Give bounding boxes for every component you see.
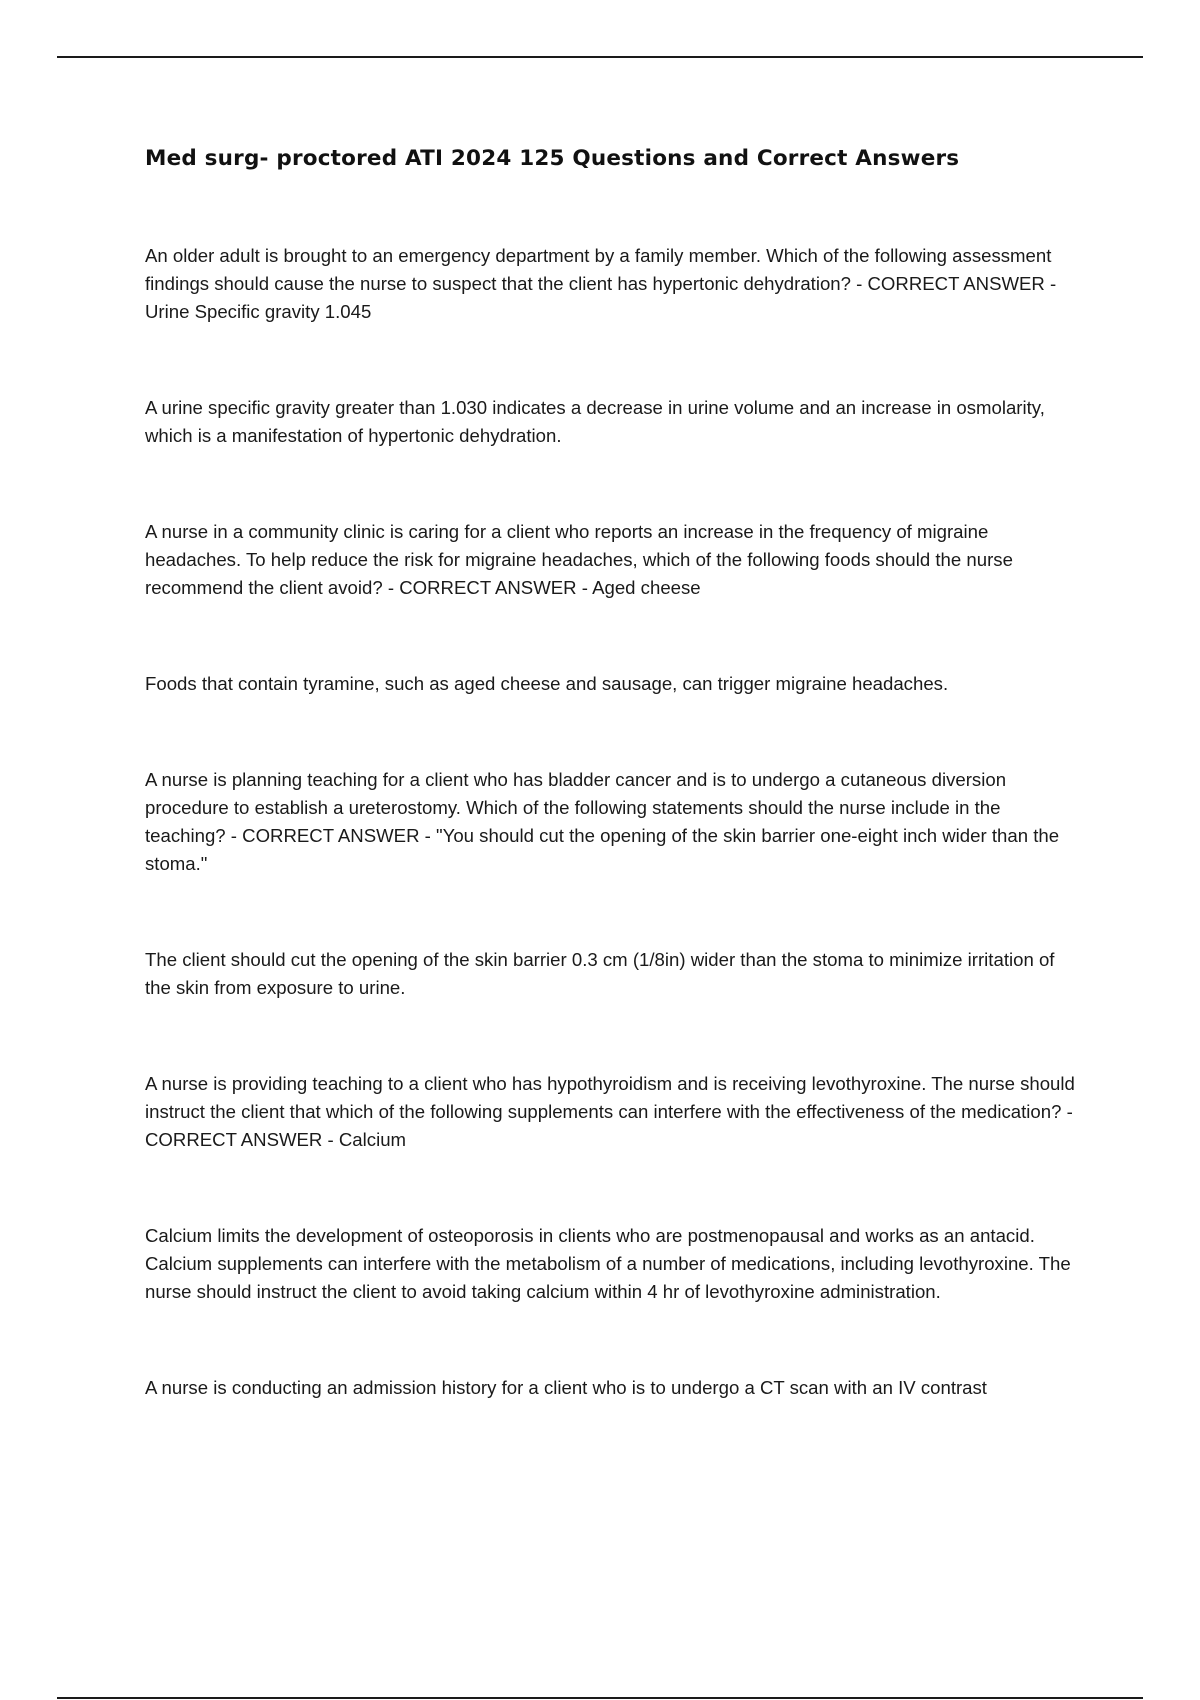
question-3: A nurse is planning teaching for a client who has bladder cancer and is to undergo a cutaneous diversion procedure to establish a ureterostomy. Which of the following statements should the nurse include in the teaching? - CORRECT ANSWER - "You should cut the opening of the skin barrier one-eight inch wider than the stoma."	[145, 769, 1060, 874]
rationale-1: A urine specific gravity greater than 1.030 indicates a decrease in urine volume and an increase in osmolarity, which is a manifestation of hypertonic dehydration.	[145, 397, 1045, 446]
document-title: Med surg- proctored ATI 2024 125 Questions and Correct Answers	[145, 146, 960, 171]
document-body	[145, 242, 1085, 1402]
question-5: A nurse is conducting an admission history for a client who is to undergo a CT scan with an IV contrast	[145, 1377, 987, 1398]
question-1: An older adult is brought to an emergency department by a family member. Which of the following assessment findings should cause the nurse to suspect that the client has hypertonic dehydration? - CORRECT ANSWER - Urine Specific gravity 1.045	[145, 245, 1057, 322]
rationale-2: Foods that contain tyramine, such as aged cheese and sausage, can trigger migraine headaches.	[145, 673, 949, 694]
question-4: A nurse is providing teaching to a client who has hypothyroidism and is receiving levothyroxine. The nurse should instruct the client that which of the following supplements can interfere with the effectiveness of the medication? - CORRECT ANSWER - Calcium	[145, 1073, 1075, 1150]
header-rule	[57, 56, 1143, 58]
footer-rule	[57, 1697, 1143, 1699]
question-2: A nurse in a community clinic is caring for a client who reports an increase in the frequency of migraine headaches. To help reduce the risk for migraine headaches, which of the following foods should the nurse recommend the client avoid? - CORRECT ANSWER - Aged cheese	[145, 521, 1013, 598]
rationale-4: Calcium limits the development of osteoporosis in clients who are postmenopausal and works as an antacid. Calcium supplements can interfere with the metabolism of a number of medications, including levothyroxine. The nurse should instruct the client to avoid taking calcium within 4 hr of levothyroxine administration.	[145, 1225, 1071, 1302]
rationale-3: The client should cut the opening of the skin barrier 0.3 cm (1/8in) wider than the stoma to minimize irritation of the skin from exposure to urine.	[145, 949, 1055, 998]
